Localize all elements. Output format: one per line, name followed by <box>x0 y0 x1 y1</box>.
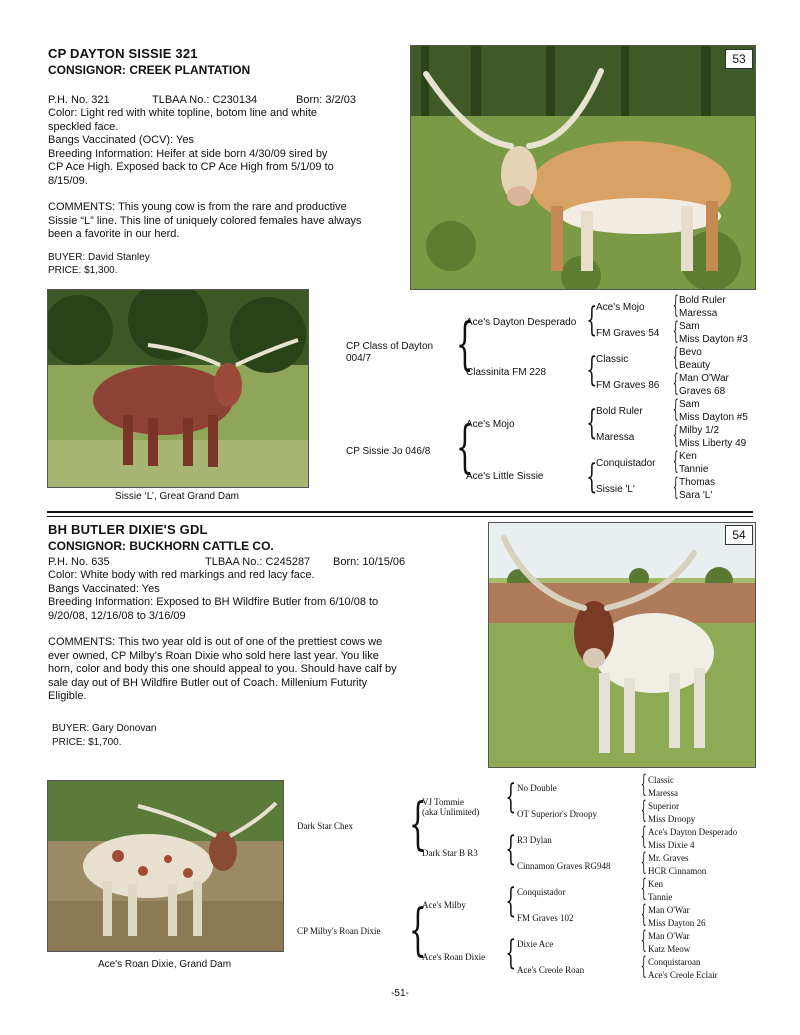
brace: { <box>586 350 598 390</box>
ped54-ggg-1: Maressa <box>648 788 678 798</box>
ped53-gg1: Ace's Mojo <box>596 302 645 313</box>
lot-53-tlbaa-number: TLBAA No.: C230134 <box>152 94 258 106</box>
ped54-ggg-10: Man O'War <box>648 905 690 915</box>
lot-53-comments-line2: Sissie “L” line. This line of uniquely colored females have always <box>48 214 362 227</box>
ped54-ggg-5: Miss Dixie 4 <box>648 840 695 850</box>
ped54-ggg-6: Mr. Graves <box>648 853 689 863</box>
brace: { <box>408 792 427 857</box>
ped54-ggg-9: Tannie <box>648 892 673 902</box>
ped53-ggg-1: Maressa <box>679 308 718 319</box>
ped53-ggg-0: Bold Ruler <box>679 295 726 306</box>
lot-54-price: PRICE: $1,700. <box>52 737 122 748</box>
ped53-ggg-5: Beauty <box>679 360 711 371</box>
brace: { <box>505 881 517 921</box>
ped53-dam: CP Sissie Jo 046/8 <box>346 446 431 457</box>
ped53-gg8: Sissie 'L' <box>596 484 635 495</box>
lot-54-bangs: Bangs Vaccinated: Yes <box>48 582 160 595</box>
ped53-g3: Ace's Mojo <box>466 419 515 430</box>
lot-53-price: PRICE: $1,300. <box>48 265 118 276</box>
ped53-ggg-9: Miss Dayton #5 <box>679 412 748 423</box>
ped53-ggg-15: Sara 'L' <box>679 490 713 501</box>
section-divider <box>47 511 753 513</box>
lot-53-breeding-line1: Breeding Information: Heifer at side born 4/30/09 sired by <box>48 147 328 160</box>
brace: { <box>586 403 598 443</box>
page-number: -51- <box>391 988 409 999</box>
brace: { <box>505 777 517 817</box>
lot-54-tlbaa-number: TLBAA No.: C245287 <box>205 556 311 568</box>
ped53-ggg-14: Thomas <box>679 477 716 488</box>
ped54-ggg-15: Ace's Creole Eclair <box>648 970 718 980</box>
ped53-g4: Ace's Little Sissie <box>466 471 544 482</box>
lot-53-comments-line3: been a favorite in our herd. <box>48 228 180 240</box>
ped54-ggg-8: Ken <box>648 879 663 889</box>
ped54-gg5: Conquistador <box>517 887 566 897</box>
ped53-ggg-7: Graves 68 <box>679 386 726 397</box>
ped54-ggg-3: Miss Droopy <box>648 814 696 824</box>
lot-54-born: Born: 10/15/06 <box>333 556 406 568</box>
ped53-g2: Classinita FM 228 <box>466 367 547 378</box>
ped53-ggg-13: Tannie <box>679 464 709 475</box>
section-divider <box>47 516 753 517</box>
lot-53-dam-photo <box>47 289 309 488</box>
brace: { <box>505 933 517 973</box>
lot-53-breeding-line3: 8/15/09. <box>48 174 88 187</box>
ped53-gg3: Classic <box>596 354 629 365</box>
brace: { <box>408 898 427 963</box>
brace: { <box>586 300 598 340</box>
lot-53-title: CP DAYTON SISSIE 321 <box>48 46 198 61</box>
brace: { <box>455 415 474 480</box>
lot-53-breeding-line2: CP Ace High. Exposed back to CP Ace High from 5/1/09 to <box>48 161 334 173</box>
ped54-gg3: R3 Dylan <box>517 835 552 845</box>
brace: { <box>455 312 474 377</box>
ped53-sire: CP Class of Dayton <box>346 341 434 352</box>
ped53-ggg-10: Milby 1/2 <box>679 425 720 436</box>
ped54-g1b: (aka Unlimited) <box>422 807 480 817</box>
ped53-gg7: Conquistador <box>596 458 656 469</box>
lot-54-photo <box>488 522 756 768</box>
lot-53-buyer: BUYER: David Stanley <box>48 252 150 263</box>
lot-53-description <box>48 107 393 242</box>
ped54-gg8: Ace's Creole Roan <box>517 965 585 975</box>
lot-54-comments-line4: sale day out of BH Wildfire Butler out of Coach. Millenium Futurity <box>48 676 368 689</box>
brace: { <box>586 457 598 497</box>
lot-53-comments-line1: COMMENTS: This young cow is from the rare and productive <box>48 201 347 213</box>
lot-54-description <box>48 569 478 704</box>
ped54-ggg-2: Superior <box>648 801 679 811</box>
lot-54-ph-number: P.H. No. 635 <box>48 556 110 568</box>
ped54-sire: Dark Star Chex <box>297 821 353 831</box>
ped54-g3: Ace's Milby <box>422 900 466 910</box>
lot-53-ph-number: P.H. No. 321 <box>48 94 110 106</box>
lot-54-dam-caption: Ace's Roan Dixie, Grand Dam <box>97 959 232 970</box>
ped54-dam: CP Milby's Roan Dixie <box>297 926 381 936</box>
lot-54-color: Color: White body with red markings and red lacy face. <box>48 569 315 581</box>
lot-53-color-line1: Color: Light red with white topline, botom line and white <box>48 107 318 119</box>
lot-53-photo <box>410 45 756 290</box>
lot-54-dam-photo <box>47 780 284 952</box>
lot-54-comments-line2: ever owned, CP Milby's Roan Dixie who sold here last year. You like <box>48 649 379 662</box>
lot-53-born: Born: 3/2/03 <box>296 94 356 106</box>
ped54-ggg-4: Ace's Dayton Desperado <box>648 827 738 837</box>
ped53-gg2: FM Graves 54 <box>596 328 660 339</box>
lot-54-breeding-line1: Breeding Information: Exposed to BH Wildfire Butler from 6/10/08 to <box>48 596 379 608</box>
lot-54-number-badge: 54 <box>725 525 753 545</box>
ped53-gg4: FM Graves 86 <box>596 380 660 391</box>
ped54-gg4: Cinnamon Graves RG948 <box>517 861 611 871</box>
ped53-g1: Ace's Dayton Desperado <box>466 317 577 328</box>
ped54-g2: Dark Star B R3 <box>422 848 478 858</box>
lot-53-consignor: CONSIGNOR: CREEK PLANTATION <box>48 63 251 77</box>
ped53-ggg-12: Ken <box>679 451 697 462</box>
lot-54-comments-line1: COMMENTS: This two year old is out of one of the prettiest cows we <box>48 636 383 648</box>
lot-53-dam-caption: Sissie ‘L’, Great Grand Dam <box>115 491 239 502</box>
lot-54-comments-line3: horn, color and body this one should appeal to you. Should have calf by <box>48 663 397 675</box>
lot-53-color-line2: speckled face. <box>48 120 119 133</box>
brace: { <box>505 829 517 869</box>
ped54-ggg-12: Man O'War <box>648 931 690 941</box>
lot-54-breeding-line2: 9/20/08, 12/16/08 to 3/16/09 <box>48 609 186 622</box>
ped54-ggg-11: Miss Dayton 26 <box>648 918 706 928</box>
ped54-ggg-13: Katz Meow <box>648 944 691 954</box>
lot-54-title: BH BUTLER DIXIE'S GDL <box>48 522 208 537</box>
ped54-gg7: Dixie Ace <box>517 939 554 949</box>
lot-53-bangs: Bangs Vaccinated (OCV): Yes <box>48 134 194 146</box>
ped54-ggg-7: HCR Cinnamon <box>648 866 707 876</box>
lot-54-buyer: BUYER: Gary Donovan <box>52 723 157 734</box>
ped53-gg6: Maressa <box>596 432 635 443</box>
ped54-gg1: No Double <box>517 783 557 793</box>
ped53-gg5: Bold Ruler <box>596 406 643 417</box>
lot-54-comments-line5: Eligible. <box>48 690 87 702</box>
ped53-sire-number: 004/7 <box>346 353 372 364</box>
ped54-gg2: OT Superior's Droopy <box>517 809 597 819</box>
lot-54-consignor: CONSIGNOR: BUCKHORN CATTLE CO. <box>48 539 274 553</box>
ped53-ggg-11: Miss Liberty 49 <box>679 438 747 449</box>
ped53-ggg-4: Bevo <box>679 347 702 358</box>
ped54-ggg-14: Conquistaroan <box>648 957 701 967</box>
ped54-g1a: VJ Tommie <box>422 797 464 807</box>
ped54-gg6: FM Graves 102 <box>517 913 574 923</box>
ped53-ggg-8: Sam <box>679 399 700 410</box>
ped53-ggg-2: Sam <box>679 321 700 332</box>
ped53-ggg-6: Man O'War <box>679 373 729 384</box>
ped54-ggg-0: Classic <box>648 775 674 785</box>
ped54-g4: Ace's Roan Dixie <box>422 952 486 962</box>
lot-53-number-badge: 53 <box>725 49 753 69</box>
ped53-ggg-3: Miss Dayton #3 <box>679 334 748 345</box>
